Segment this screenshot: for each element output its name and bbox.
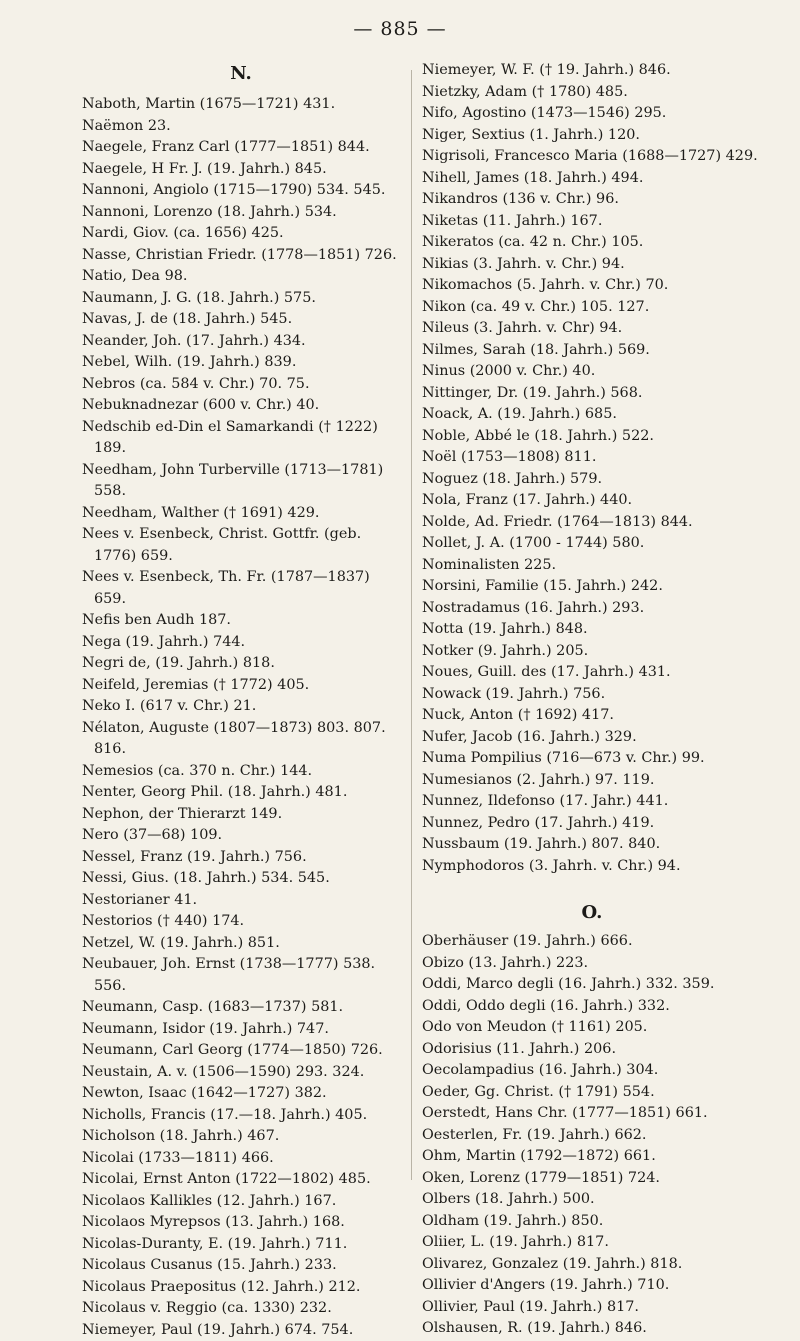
index-entry: Nestorios († 440) 174. bbox=[82, 911, 400, 933]
index-entry: Needham, Walther († 1691) 429. bbox=[82, 503, 400, 525]
index-entry: Nephon, der Thierarzt 149. bbox=[82, 804, 400, 826]
index-entry: Nefis ben Audh 187. bbox=[82, 610, 400, 632]
index-entry: Nebros (ca. 584 v. Chr.) 70. 75. bbox=[82, 374, 400, 396]
index-entry: Navas, J. de (18. Jahrh.) 545. bbox=[82, 309, 400, 331]
index-entry: Oecolampadius (16. Jahrh.) 304. bbox=[422, 1060, 762, 1082]
index-entry: Nifo, Agostino (1473—1546) 295. bbox=[422, 103, 762, 125]
index-entry: Nicolaus Cusanus (15. Jahrh.) 233. bbox=[82, 1255, 400, 1277]
index-entry: Ollivier, Paul (19. Jahrh.) 817. bbox=[422, 1297, 762, 1319]
entry-list-o bbox=[422, 931, 762, 1340]
page-number: — 885 — bbox=[0, 18, 800, 40]
index-entry: Nilmes, Sarah (18. Jahrh.) 569. bbox=[422, 340, 762, 362]
index-entry: Nicolaus v. Reggio (ca. 1330) 232. bbox=[82, 1298, 400, 1320]
index-entry: Neko I. (617 v. Chr.) 21. bbox=[82, 696, 400, 718]
index-entry: Noack, A. (19. Jahrh.) 685. bbox=[422, 404, 762, 426]
index-entry: Niemeyer, W. F. († 19. Jahrh.) 846. bbox=[422, 60, 762, 82]
index-entry: Oliier, L. (19. Jahrh.) 817. bbox=[422, 1232, 762, 1254]
index-entry: Nowack (19. Jahrh.) 756. bbox=[422, 684, 762, 706]
index-entry: Nicolai (1733—1811) 466. bbox=[82, 1148, 400, 1170]
index-entry: Neumann, Carl Georg (1774—1850) 726. bbox=[82, 1040, 400, 1062]
index-entry: Nikias (3. Jahrh. v. Chr.) 94. bbox=[422, 254, 762, 276]
index-entry: Nussbaum (19. Jahrh.) 807. 840. bbox=[422, 834, 762, 856]
index-entry: Olivarez, Gonzalez (19. Jahrh.) 818. bbox=[422, 1254, 762, 1276]
index-entry: Nileus (3. Jahrh. v. Chr) 94. bbox=[422, 318, 762, 340]
index-entry: Olshausen, R. (19. Jahrh.) 846. bbox=[422, 1318, 762, 1340]
index-entry: Nymphodoros (3. Jahrh. v. Chr.) 94. bbox=[422, 856, 762, 878]
index-entry: Naboth, Martin (1675—1721) 431. bbox=[82, 94, 400, 116]
index-entry: Niemeyer, Paul (19. Jahrh.) 674. 754. bbox=[82, 1320, 400, 1341]
left-column bbox=[82, 60, 400, 1341]
index-entry: Oddi, Oddo degli (16. Jahrh.) 332. bbox=[422, 996, 762, 1018]
index-entry: Nega (19. Jahrh.) 744. bbox=[82, 632, 400, 654]
index-entry: Nittinger, Dr. (19. Jahrh.) 568. bbox=[422, 383, 762, 405]
section-heading-o: O. bbox=[422, 901, 762, 925]
index-entry: Nebuknadnezar (600 v. Chr.) 40. bbox=[82, 395, 400, 417]
index-entry: Nufer, Jacob (16. Jahrh.) 329. bbox=[422, 727, 762, 749]
index-entry: Ollivier d'Angers (19. Jahrh.) 710. bbox=[422, 1275, 762, 1297]
index-entry: Newton, Isaac (1642—1727) 382. bbox=[82, 1083, 400, 1105]
index-entry: Nietzky, Adam († 1780) 485. bbox=[422, 82, 762, 104]
index-entry: Nardi, Giov. (ca. 1656) 425. bbox=[82, 223, 400, 245]
index-entry: Niketas (11. Jahrh.) 167. bbox=[422, 211, 762, 233]
index-entry: Nicolaus Praepositus (12. Jahrh.) 212. bbox=[82, 1277, 400, 1299]
index-entry: Nicolaos Myrepsos (13. Jahrh.) 168. bbox=[82, 1212, 400, 1234]
index-entry: Naumann, J. G. (18. Jahrh.) 575. bbox=[82, 288, 400, 310]
index-entry: Nola, Franz (17. Jahrh.) 440. bbox=[422, 490, 762, 512]
index-entry: Nannoni, Lorenzo (18. Jahrh.) 534. bbox=[82, 202, 400, 224]
index-entry: Neifeld, Jeremias († 1772) 405. bbox=[82, 675, 400, 697]
index-entry: Neubauer, Joh. Ernst (1738—1777) 538. 556. bbox=[82, 954, 400, 997]
index-entry: Nigrisoli, Francesco Maria (1688—1727) 429. bbox=[422, 146, 762, 168]
index-entry: Nicolas-Duranty, E. (19. Jahrh.) 711. bbox=[82, 1234, 400, 1256]
index-entry: Nicolaos Kallikles (12. Jahrh.) 167. bbox=[82, 1191, 400, 1213]
index-entry: Nikeratos (ca. 42 n. Chr.) 105. bbox=[422, 232, 762, 254]
right-column bbox=[422, 60, 762, 1340]
index-entry: Oken, Lorenz (1779—1851) 724. bbox=[422, 1168, 762, 1190]
index-entry: Oldham (19. Jahrh.) 850. bbox=[422, 1211, 762, 1233]
index-entry: Notker (9. Jahrh.) 205. bbox=[422, 641, 762, 663]
entry-list-n-first bbox=[82, 94, 400, 1341]
index-entry: Needham, John Turberville (1713—1781) 558. bbox=[82, 460, 400, 503]
index-entry: Noguez (18. Jahrh.) 579. bbox=[422, 469, 762, 491]
index-entry: Ohm, Martin (1792—1872) 661. bbox=[422, 1146, 762, 1168]
index-entry: Norsini, Familie (15. Jahrh.) 242. bbox=[422, 576, 762, 598]
index-entry: Obizo (13. Jahrh.) 223. bbox=[422, 953, 762, 975]
index-entry: Nihell, James (18. Jahrh.) 494. bbox=[422, 168, 762, 190]
index-entry: Nannoni, Angiolo (1715—1790) 534. 545. bbox=[82, 180, 400, 202]
index-entry: Niger, Sextius (1. Jahrh.) 120. bbox=[422, 125, 762, 147]
index-entry: Nicholson (18. Jahrh.) 467. bbox=[82, 1126, 400, 1148]
index-entry: Oerstedt, Hans Chr. (1777—1851) 661. bbox=[422, 1103, 762, 1125]
index-entry: Noues, Guill. des (17. Jahrh.) 431. bbox=[422, 662, 762, 684]
index-entry: Ninus (2000 v. Chr.) 40. bbox=[422, 361, 762, 383]
index-entry: Nicholls, Francis (17.—18. Jahrh.) 405. bbox=[82, 1105, 400, 1127]
index-entry: Nunnez, Ildefonso (17. Jahr.) 441. bbox=[422, 791, 762, 813]
index-entry: Oesterlen, Fr. (19. Jahrh.) 662. bbox=[422, 1125, 762, 1147]
index-entry: Nemesios (ca. 370 n. Chr.) 144. bbox=[82, 761, 400, 783]
index-entry: Nedschib ed-Din el Samarkandi († 1222) 189. bbox=[82, 417, 400, 460]
index-entry: Nuck, Anton († 1692) 417. bbox=[422, 705, 762, 727]
index-entry: Neumann, Isidor (19. Jahrh.) 747. bbox=[82, 1019, 400, 1041]
index-entry: Nélaton, Auguste (1807—1873) 803. 807. 816. bbox=[82, 718, 400, 761]
section-heading-n: N. bbox=[82, 62, 400, 86]
index-entry: Odorisius (11. Jahrh.) 206. bbox=[422, 1039, 762, 1061]
index-entry: Neumann, Casp. (1683—1737) 581. bbox=[82, 997, 400, 1019]
entry-list-n-second bbox=[422, 60, 762, 877]
index-entry: Oeder, Gg. Christ. († 1791) 554. bbox=[422, 1082, 762, 1104]
index-entry: Nominalisten 225. bbox=[422, 555, 762, 577]
index-entry: Nikandros (136 v. Chr.) 96. bbox=[422, 189, 762, 211]
index-entry: Oberhäuser (19. Jahrh.) 666. bbox=[422, 931, 762, 953]
index-entry: Nebel, Wilh. (19. Jahrh.) 839. bbox=[82, 352, 400, 374]
index-entry: Nostradamus (16. Jahrh.) 293. bbox=[422, 598, 762, 620]
index-entry: Noble, Abbé le (18. Jahrh.) 522. bbox=[422, 426, 762, 448]
index-entry: Naëmon 23. bbox=[82, 116, 400, 138]
index-entry: Nero (37—68) 109. bbox=[82, 825, 400, 847]
index-entry: Noël (1753—1808) 811. bbox=[422, 447, 762, 469]
index-entry: Neustain, A. v. (1506—1590) 293. 324. bbox=[82, 1062, 400, 1084]
index-entry: Natio, Dea 98. bbox=[82, 266, 400, 288]
index-entry: Nestorianer 41. bbox=[82, 890, 400, 912]
index-entry: Nicolai, Ernst Anton (1722—1802) 485. bbox=[82, 1169, 400, 1191]
index-entry: Negri de, (19. Jahrh.) 818. bbox=[82, 653, 400, 675]
index-entry: Nessel, Franz (19. Jahrh.) 756. bbox=[82, 847, 400, 869]
index-entry: Numesianos (2. Jahrh.) 97. 119. bbox=[422, 770, 762, 792]
index-entry: Netzel, W. (19. Jahrh.) 851. bbox=[82, 933, 400, 955]
index-entry: Nollet, J. A. (1700 - 1744) 580. bbox=[422, 533, 762, 555]
index-entry: Nenter, Georg Phil. (18. Jahrh.) 481. bbox=[82, 782, 400, 804]
index-entry: Nunnez, Pedro (17. Jahrh.) 419. bbox=[422, 813, 762, 835]
index-entry: Nees v. Esenbeck, Th. Fr. (1787—1837) 659. bbox=[82, 567, 400, 610]
index-entry: Neander, Joh. (17. Jahrh.) 434. bbox=[82, 331, 400, 353]
column-divider bbox=[411, 70, 412, 1180]
index-entry: Odo von Meudon († 1161) 205. bbox=[422, 1017, 762, 1039]
index-entry: Naegele, Franz Carl (1777—1851) 844. bbox=[82, 137, 400, 159]
index-entry: Nessi, Gius. (18. Jahrh.) 534. 545. bbox=[82, 868, 400, 890]
index-entry: Notta (19. Jahrh.) 848. bbox=[422, 619, 762, 641]
index-entry: Oddi, Marco degli (16. Jahrh.) 332. 359. bbox=[422, 974, 762, 996]
index-entry: Nees v. Esenbeck, Christ. Gottfr. (geb. 1776) 659. bbox=[82, 524, 400, 567]
index-entry: Numa Pompilius (716—673 v. Chr.) 99. bbox=[422, 748, 762, 770]
index-entry: Nolde, Ad. Friedr. (1764—1813) 844. bbox=[422, 512, 762, 534]
index-entry: Nikomachos (5. Jahrh. v. Chr.) 70. bbox=[422, 275, 762, 297]
index-entry: Nikon (ca. 49 v. Chr.) 105. 127. bbox=[422, 297, 762, 319]
index-entry: Olbers (18. Jahrh.) 500. bbox=[422, 1189, 762, 1211]
index-entry: Nasse, Christian Friedr. (1778—1851) 726. bbox=[82, 245, 400, 267]
index-entry: Naegele, H Fr. J. (19. Jahrh.) 845. bbox=[82, 159, 400, 181]
